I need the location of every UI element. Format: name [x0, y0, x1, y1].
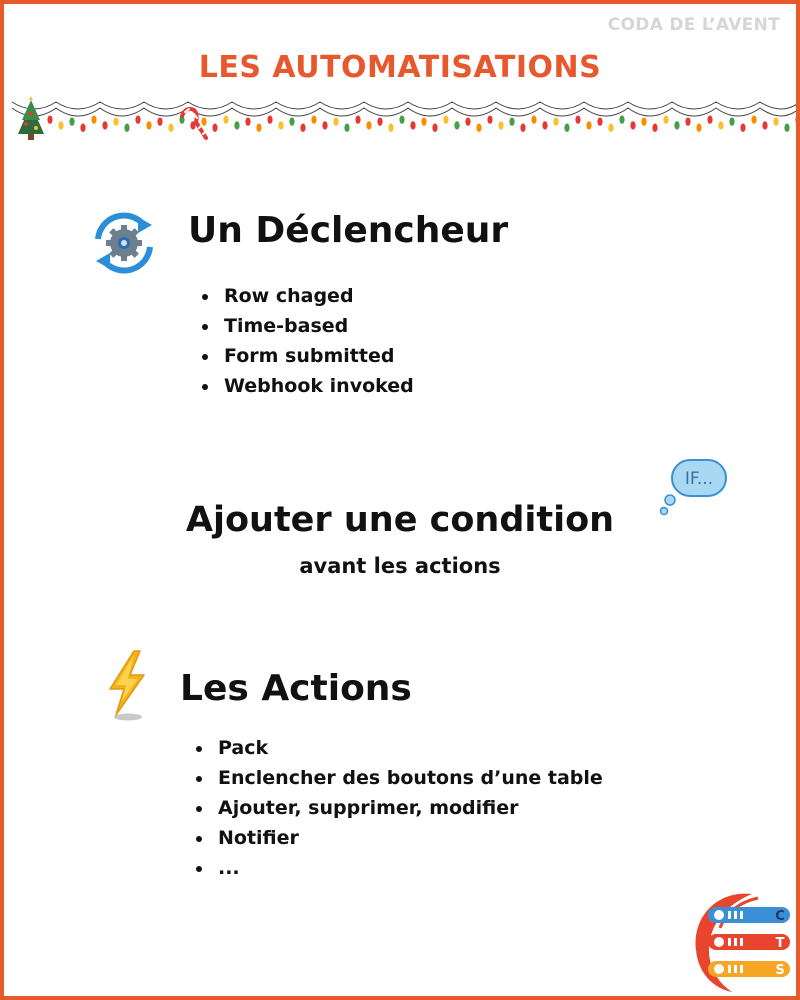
- light-bulb: [234, 121, 239, 129]
- light-bulb: [586, 121, 591, 129]
- cts-logo: [688, 888, 796, 996]
- page-title: LES AUTOMATISATIONS: [198, 50, 602, 85]
- christmas-tree-icon: [18, 96, 44, 140]
- logo-letter-c: C: [775, 909, 785, 924]
- light-bulb: [223, 115, 228, 123]
- light-bulb: [421, 117, 426, 125]
- light-bulb: [366, 121, 371, 129]
- list-item: ...: [192, 853, 603, 883]
- light-bulb: [399, 115, 404, 123]
- light-bulb: [410, 121, 415, 129]
- light-bulb: [311, 115, 316, 123]
- list-item: Notifier: [192, 823, 603, 853]
- light-bulb: [641, 117, 646, 125]
- light-bulb: [487, 115, 492, 123]
- actions-list: [192, 733, 603, 883]
- logo-bar-s: [708, 961, 790, 978]
- light-bulb: [542, 121, 547, 129]
- light-bulb: [685, 117, 690, 125]
- light-bulb: [619, 115, 624, 123]
- light-bulb: [674, 121, 679, 129]
- light-bulb: [663, 115, 668, 123]
- light-bulb: [355, 115, 360, 123]
- light-bulb: [267, 115, 272, 123]
- light-bulb: [47, 115, 52, 123]
- light-bulb: [575, 115, 580, 123]
- logo-bar-c: [708, 907, 790, 924]
- light-bulb: [388, 124, 393, 132]
- light-bulb: [531, 115, 536, 123]
- light-bulb: [124, 124, 129, 132]
- light-bulb: [58, 121, 63, 129]
- light-bulb: [718, 121, 723, 129]
- light-bulb: [256, 124, 261, 132]
- light-bulb: [168, 124, 173, 132]
- actions-heading: Les Actions: [180, 668, 412, 709]
- light-bulb: [377, 117, 382, 125]
- lightning-icon: [100, 649, 152, 723]
- condition-subheading: avant les actions: [299, 554, 501, 578]
- light-bulb: [773, 117, 778, 125]
- list-item: Ajouter, supprimer, modifier: [192, 793, 603, 823]
- list-item: Time-based: [198, 311, 414, 341]
- light-bulb: [564, 124, 569, 132]
- light-bulb: [795, 115, 800, 123]
- light-bulb: [245, 117, 250, 125]
- list-item: Webhook invoked: [198, 371, 414, 401]
- light-bulb: [212, 124, 217, 132]
- light-bulb: [278, 121, 283, 129]
- light-bulb: [80, 124, 85, 132]
- light-bulb: [465, 117, 470, 125]
- light-bulb: [91, 115, 96, 123]
- list-item: Form submitted: [198, 341, 414, 371]
- logo-letter-t: T: [775, 936, 785, 951]
- light-bulb: [333, 117, 338, 125]
- light-bulb: [597, 117, 602, 125]
- light-bulb: [454, 121, 459, 129]
- logo-bar-t: [708, 934, 790, 951]
- light-bulb: [762, 121, 767, 129]
- light-bulb: [729, 117, 734, 125]
- trigger-list: [198, 281, 414, 401]
- list-item: Pack: [192, 733, 603, 763]
- light-bulb: [652, 124, 657, 132]
- light-bulb: [102, 121, 107, 129]
- light-bulb: [608, 124, 613, 132]
- light-bulb: [784, 124, 789, 132]
- light-bulb: [443, 115, 448, 123]
- garland-bulbs: [47, 115, 800, 131]
- condition-heading: Ajouter une condition: [185, 500, 615, 540]
- logo-letter-s: S: [775, 963, 785, 978]
- light-bulb: [630, 121, 635, 129]
- light-bulb: [498, 121, 503, 129]
- light-bulb: [751, 115, 756, 123]
- list-item: Enclencher des boutons d’une table: [192, 763, 603, 793]
- light-bulb: [520, 124, 525, 132]
- light-bulb: [289, 117, 294, 125]
- light-bulb: [322, 121, 327, 129]
- light-bulb: [135, 115, 140, 123]
- light-bulb: [344, 124, 349, 132]
- light-bulb: [157, 117, 162, 125]
- brand-label: CODA DE L’AVENT: [607, 15, 780, 35]
- light-bulb: [146, 121, 151, 129]
- light-bulb: [553, 117, 558, 125]
- light-bulb: [69, 117, 74, 125]
- light-bulb: [740, 124, 745, 132]
- light-bulb: [432, 124, 437, 132]
- list-item: Row chaged: [198, 281, 414, 311]
- light-bulb: [696, 124, 701, 132]
- light-bulb: [300, 124, 305, 132]
- garland-wire: [12, 102, 800, 116]
- light-bulb: [509, 117, 514, 125]
- light-bulb: [476, 124, 481, 132]
- christmas-lights-garland: [4, 94, 800, 149]
- light-bulb: [707, 115, 712, 123]
- bubble-text: IF...: [684, 469, 714, 489]
- light-bulb: [113, 117, 118, 125]
- trigger-heading: Un Déclencheur: [188, 210, 509, 251]
- refresh-gear-icon: [86, 209, 162, 277]
